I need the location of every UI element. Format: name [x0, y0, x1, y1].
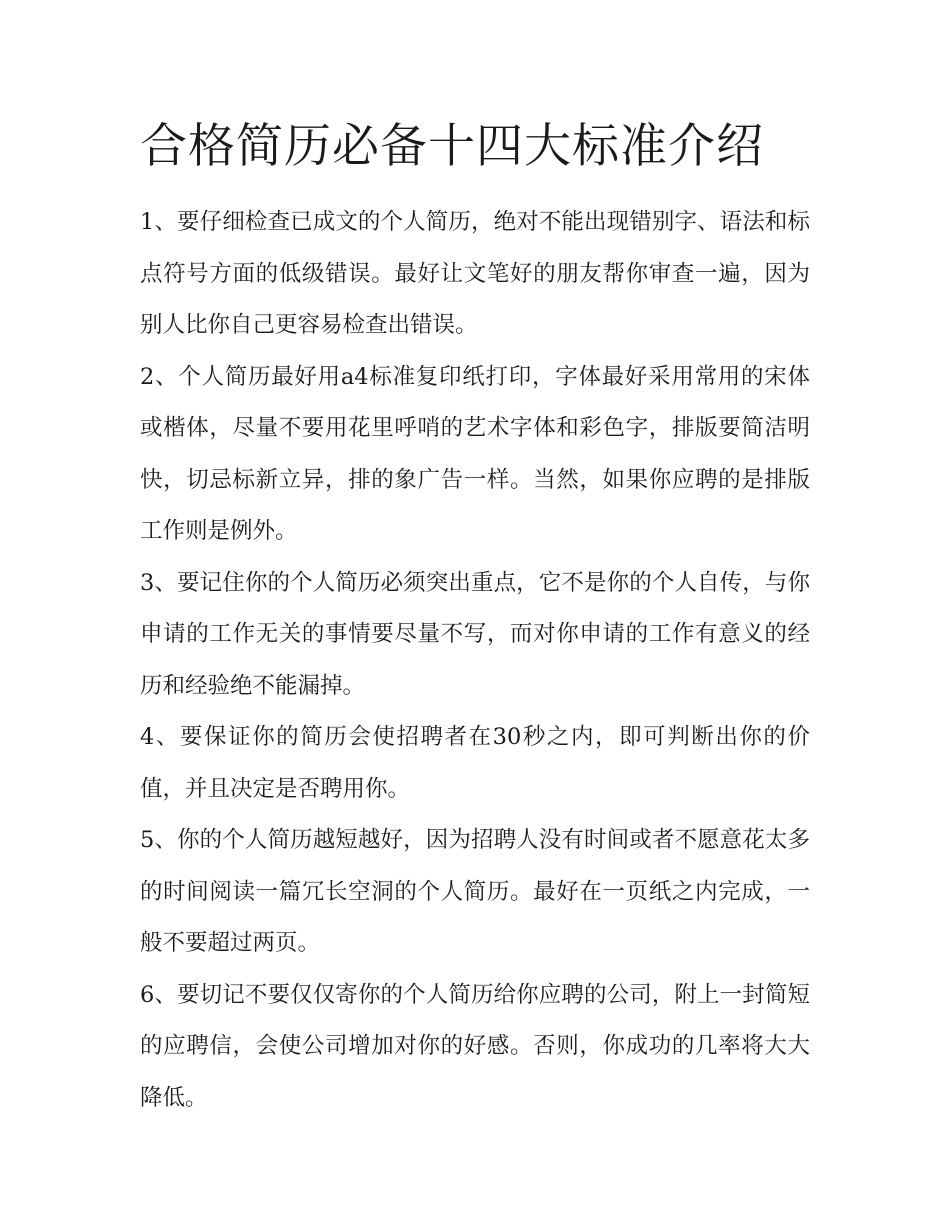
- paragraph-2: 2、个人简历最好用a4标准复印纸打印，字体最好采用常用的宋体或楷体，尽量不要用花里呼哨的艺术字体和彩色字，排版要简洁明快，切忌标新立异，排的象广告一样。当然，如果你应聘的是排版工作则是例外。: [140, 363, 810, 544]
- paragraph-6: 6、要切记不要仅仅寄你的个人简历给你应聘的公司，附上一封简短的应聘信，会使公司增加对你的好感。否则，你成功的几率将大大降低。: [140, 981, 810, 1111]
- paragraph-4: 4、要保证你的简历会使招聘者在30秒之内，即可判断出你的价值，并且决定是否聘用你。: [140, 724, 810, 802]
- paragraph-3: 3、要记住你的个人简历必须突出重点，它不是你的个人自传，与你申请的工作无关的事情要尽量不写，而对你申请的工作有意义的经历和经验绝不能漏掉。: [140, 569, 810, 699]
- document-body: [140, 197, 810, 1124]
- paragraph-1: 1、要仔细检查已成文的个人简历，绝对不能出现错别字、语法和标点符号方面的低级错误。最好让文笔好的朋友帮你审查一遍，因为别人比你自己更容易检查出错误。: [140, 209, 810, 338]
- paragraph-5: 5、你的个人简历越短越好，因为招聘人没有时间或者不愿意花太多的时间阅读一篇冗长空洞的个人简历。最好在一页纸之内完成，一般不要超过两页。: [140, 827, 810, 956]
- document-title: 合格简历必备十四大标准介绍: [140, 119, 764, 174]
